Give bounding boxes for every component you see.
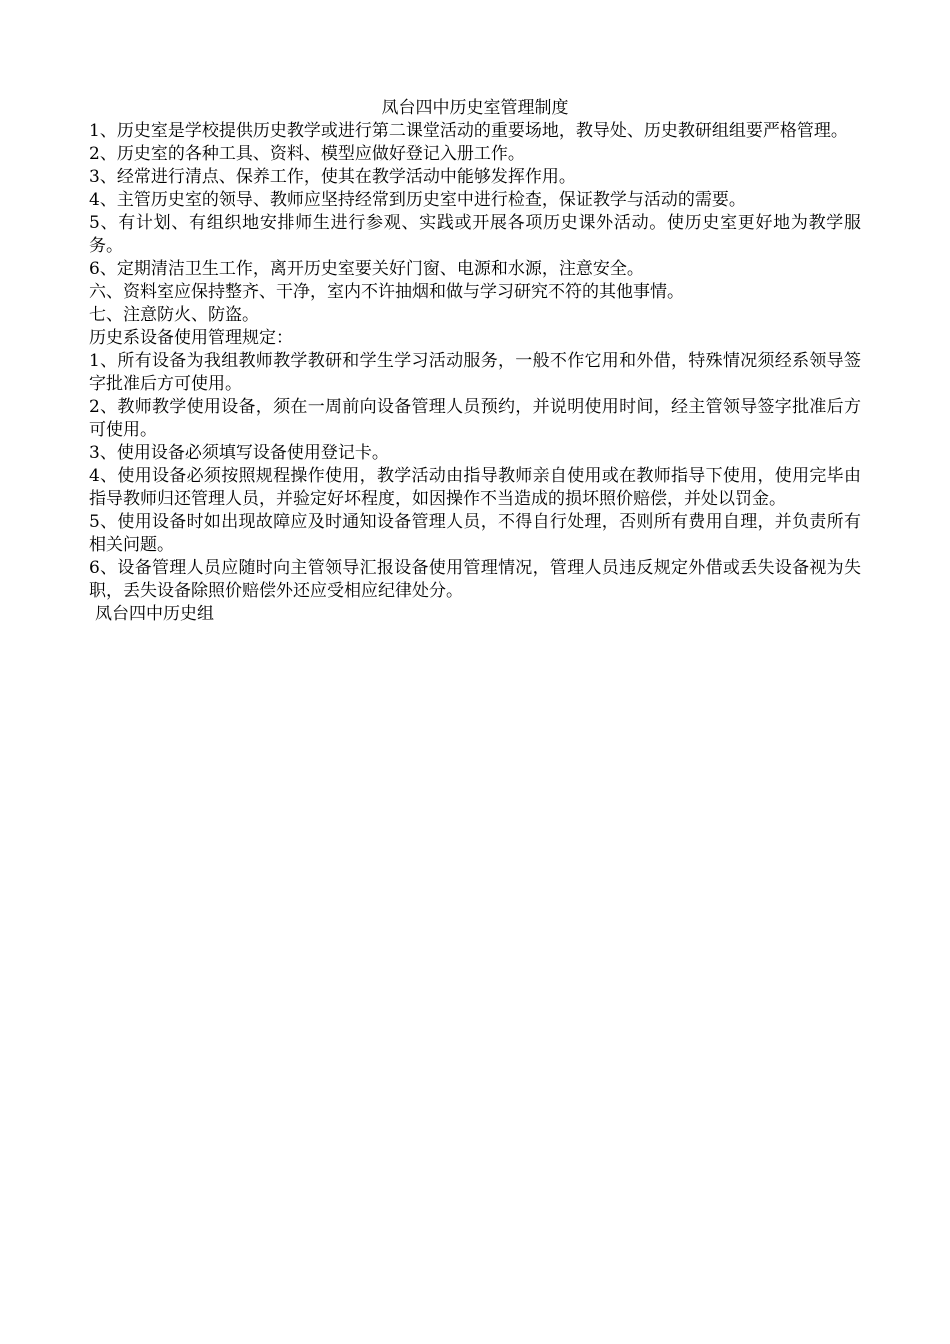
equipment-rule-4: 4、使用设备必须按照规程操作使用，教学活动由指导教师亲自使用或在教师指导下使用，使用完毕由指导教师归还管理人员，并验定好坏程度，如因操作不当造成的损坏照价赔偿，并处以罚金。 <box>89 466 861 509</box>
rule-7: 六、资料室应保持整齐、干净，室内不许抽烟和做与学习研究不符的其他事情。 <box>89 282 684 302</box>
rule-8: 七、注意防火、防盗。 <box>89 305 259 325</box>
signature: 凤台四中历史组 <box>95 604 214 624</box>
equipment-rule-3: 3、使用设备必须填写设备使用登记卡。 <box>89 443 389 463</box>
document-page <box>89 97 861 626</box>
rule-3: 3、经常进行清点、保养工作，使其在教学活动中能够发挥作用。 <box>89 167 576 187</box>
rule-6: 6、定期清洁卫生工作，离开历史室要关好门窗、电源和水源，注意安全。 <box>89 259 644 279</box>
rule-4: 4、主管历史室的领导、教师应坚持经常到历史室中进行检查，保证教学与活动的需要。 <box>89 190 746 210</box>
equipment-rule-6: 6、设备管理人员应随时向主管领导汇报设备使用管理情况，管理人员违反规定外借或丢失设备视为失职，丢失设备除照价赔偿外还应受相应纪律处分。 <box>89 558 861 601</box>
document-title: 凤台四中历史室管理制度 <box>381 98 569 118</box>
equipment-rule-2: 2、教师教学使用设备，须在一周前向设备管理人员预约，并说明使用时间，经主管领导签字批准后方可使用。 <box>89 397 861 440</box>
rule-1: 1、历史室是学校提供历史教学或进行第二课堂活动的重要场地，教导处、历史教研组组要严格管理。 <box>89 121 848 141</box>
equipment-rule-1: 1、所有设备为我组教师教学教研和学生学习活动服务，一般不作它用和外借，特殊情况须经系领导签字批准后方可使用。 <box>89 351 861 394</box>
section2-heading: 历史系设备使用管理规定： <box>89 328 293 348</box>
rule-2: 2、历史室的各种工具、资料、模型应做好登记入册工作。 <box>89 144 525 164</box>
rule-5: 5、有计划、有组织地安排师生进行参观、实践或开展各项历史课外活动。使历史室更好地为教学服务。 <box>89 213 861 256</box>
equipment-rule-5: 5、使用设备时如出现故障应及时通知设备管理人员，不得自行处理，否则所有费用自理，并负责所有相关问题。 <box>89 512 861 555</box>
